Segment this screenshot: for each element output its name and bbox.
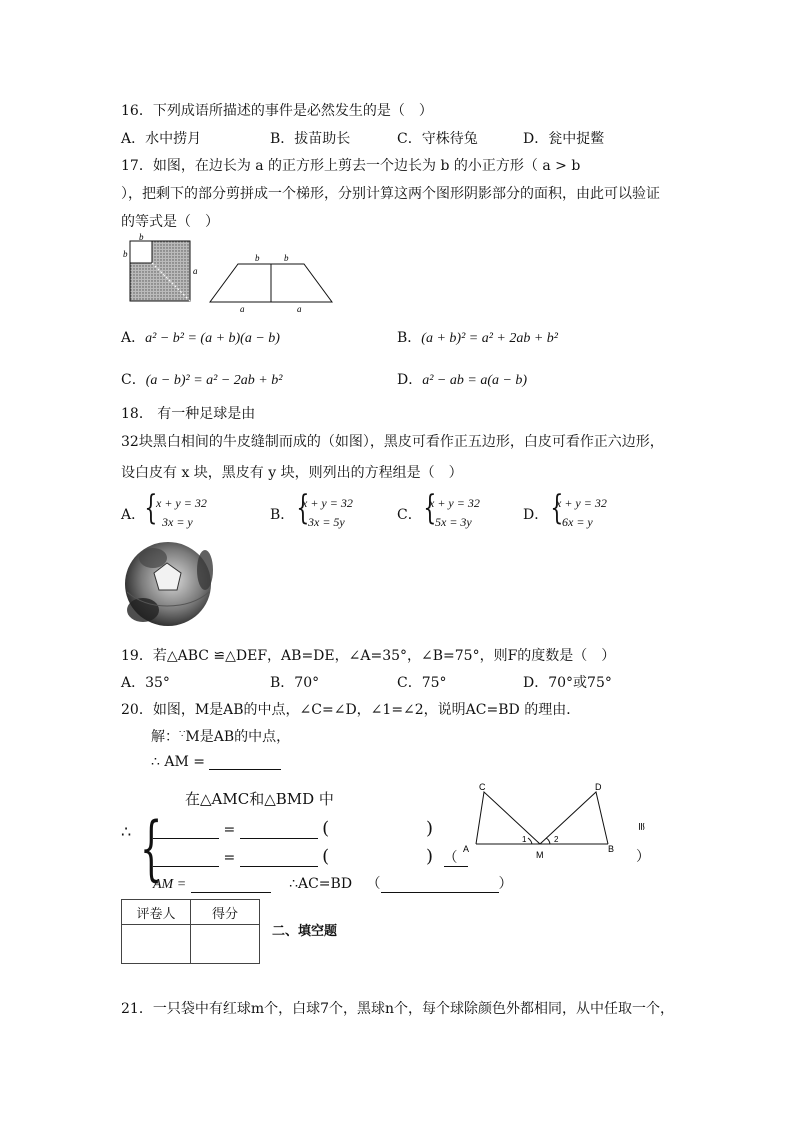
q20-am-line	[151, 754, 281, 770]
trapezoid	[210, 264, 332, 302]
soccer-ball-image	[123, 540, 213, 628]
q17-option-b	[397, 327, 558, 347]
trap-label-b2: b	[284, 253, 289, 263]
triangle-amc	[476, 792, 540, 844]
q16-option-d: D．瓮中捉鳖	[523, 131, 605, 147]
q17-line3: 的等式是（ ）	[121, 214, 219, 230]
grader-cell[interactable]	[122, 925, 191, 964]
label-angle-1: 1	[522, 835, 527, 844]
q20-solve-line	[151, 726, 290, 746]
brace-b: {	[296, 488, 310, 528]
q17-option-b-expr: (a + b)² = a² + 2ab + b²	[421, 331, 559, 346]
q20-row1	[153, 818, 433, 839]
q20-stem: 20．如图，M是AB的中点，∠C=∠D，∠1=∠2，说明AC=BD 的理由．	[121, 702, 581, 718]
row1-eq: =	[223, 822, 236, 838]
q18-option-c-system	[423, 488, 499, 534]
fig-label-b-left: b	[123, 249, 128, 259]
q19-stem: 19．若△ABC ≌△DEF，AB=DE，∠A=35°，∠B=75°，则F的度数是（ ）	[121, 648, 616, 664]
right-paren-close: ）	[636, 849, 650, 865]
conclusion-paren-close: ）	[498, 876, 513, 892]
grade-table	[121, 899, 260, 964]
q17-option-c-expr: (a − b)² = a² − 2ab + b²	[145, 373, 283, 388]
row3-am-label: AM =	[153, 877, 187, 892]
label-angle-2: 2	[554, 835, 559, 844]
fig-label-b-top: b	[139, 232, 144, 242]
square-with-cutout	[130, 241, 190, 301]
label-d: D	[595, 782, 602, 792]
q20-big-brace: {	[140, 807, 163, 889]
grade-header-grader: 评卷人	[122, 900, 191, 925]
q17-option-c-label: C．	[121, 372, 146, 388]
label-a: A	[463, 844, 470, 854]
congruence-reason-open: （	[444, 850, 468, 867]
q20-row3	[153, 873, 513, 893]
trap-label-a2: a	[297, 304, 302, 314]
triangle-bmd	[540, 792, 608, 844]
q18-option-b-system	[296, 488, 372, 534]
q16-option-a: A．水中捞月	[121, 131, 202, 147]
congruent-symbol: ≌	[635, 821, 649, 832]
row2-blank-left[interactable]	[153, 852, 219, 867]
q18-option-c-label: C．	[397, 507, 422, 523]
row1-blank-left[interactable]	[153, 824, 219, 839]
q17-option-a-expr: a² − b² = (a + b)(a − b)	[145, 331, 280, 346]
q16-option-b: B．拔苗助长	[270, 131, 351, 147]
q20-solve-label: 解：	[151, 729, 179, 745]
q17-option-c	[121, 369, 282, 389]
q18-line3: 设白皮有 x 块，黑皮有 y 块，则列出的方程组是（ ）	[121, 465, 463, 481]
q18-a-eq2: 3x = y	[162, 515, 193, 529]
q18-b-eq1: x + y = 32	[302, 496, 353, 510]
q20-in-triangles: 在△AMC和△BMD 中	[185, 790, 334, 808]
q18-option-d-label: D．	[523, 507, 549, 523]
q16-option-c: C．守株待兔	[397, 131, 478, 147]
am-blank[interactable]	[209, 755, 281, 770]
q17-option-a-label: A．	[121, 330, 146, 346]
brace-a: {	[144, 488, 158, 528]
q20-therefore-am: ∴ AM =	[151, 754, 205, 770]
brace-c: {	[423, 488, 437, 528]
q19-option-a: A．35°	[121, 675, 170, 691]
score-cell[interactable]	[191, 925, 260, 964]
grade-header-score: 得分	[191, 900, 260, 925]
brace-d: {	[550, 488, 564, 528]
trap-label-a1: a	[240, 304, 245, 314]
q17-line1: 17．如图，在边长为 a 的正方形上剪去一个边长为 b 的小正方形（ a > b	[121, 158, 581, 174]
row3-blank[interactable]	[191, 878, 271, 893]
conclusion-reason-blank[interactable]	[381, 878, 499, 893]
conclusion-paren-open: （	[366, 876, 381, 892]
q16-stem: 16．下列成语所描述的事件是必然发生的是（ ）	[121, 103, 433, 119]
q21-stem: 21．一只袋中有红球m个，白球7个，黑球n个，每个球除颜色外都相同，从中任取一个，	[121, 1001, 675, 1017]
row2-blank-right[interactable]	[240, 852, 318, 867]
q18-option-b-label: B．	[270, 507, 295, 523]
q20-row2	[153, 846, 468, 867]
q18-line2: 32块黑白相间的牛皮缝制而成的（如图），黑皮可看作正五边形，白皮可看作正六边形，	[121, 434, 664, 450]
q19-option-b: B．70°	[270, 675, 320, 691]
q18-a-eq1: x + y = 32	[156, 496, 207, 510]
q18-option-a-label: A．	[121, 507, 146, 523]
q18-b-eq2: 3x = 5y	[308, 515, 345, 529]
q18-d-eq2: 6x = y	[562, 515, 593, 529]
label-b: B	[608, 844, 615, 854]
q19-option-d: D．70°或75°	[523, 675, 612, 691]
q17-line2: ），把剩下的部分剪拼成一个梯形，分别计算这两个图形阴影部分的面积，由此可以验证	[121, 186, 660, 202]
q17-option-d-expr: a² − ab = a(a − b)	[422, 373, 528, 388]
section-2-title: 二、填空题	[272, 924, 338, 939]
label-m: M	[536, 850, 544, 860]
q18-d-eq1: x + y = 32	[556, 496, 607, 510]
row1-blank-right[interactable]	[240, 824, 318, 839]
row2-paren-open: (	[322, 846, 330, 867]
q20-therefore-sign: ∴	[121, 822, 132, 841]
label-c: C	[479, 782, 486, 792]
row1-paren-close: )	[426, 818, 434, 839]
because-icon: ∵	[179, 729, 186, 740]
trap-label-b1: b	[255, 253, 260, 263]
q20-conclusion: ∴AC=BD	[289, 876, 353, 892]
row1-paren-open: (	[322, 818, 330, 839]
q18-c-eq2: 5x = 3y	[435, 515, 472, 529]
q17-figure	[118, 232, 338, 314]
fig-label-a-right: a	[193, 266, 198, 276]
row2-eq: =	[223, 850, 236, 866]
q18-line1: 18． 有一种足球是由	[121, 406, 256, 422]
q17-option-b-label: B．	[397, 330, 422, 346]
q19-option-c: C．75°	[397, 675, 447, 691]
q18-c-eq1: x + y = 32	[429, 496, 480, 510]
q17-option-a	[121, 327, 280, 347]
q20-because-text: M是AB的中点，	[185, 729, 291, 745]
q17-option-d	[397, 369, 527, 389]
q17-option-d-label: D．	[397, 372, 423, 388]
q18-option-d-system	[550, 488, 626, 534]
q20-figure	[458, 780, 620, 860]
row2-paren-close: )	[426, 846, 434, 867]
q18-option-a-system	[144, 488, 220, 534]
